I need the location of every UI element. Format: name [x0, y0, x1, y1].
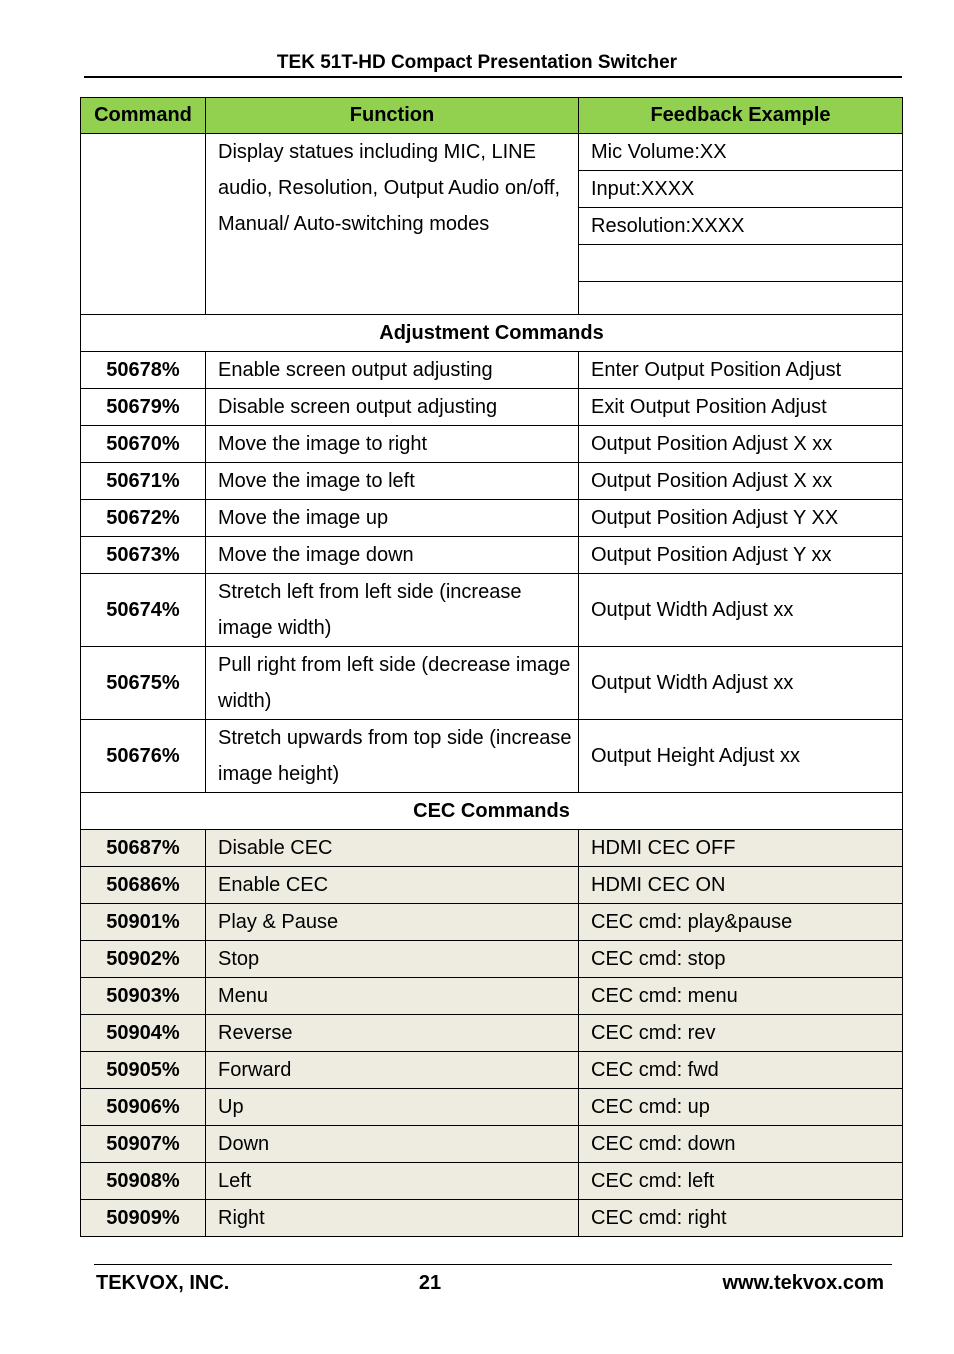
command-code: 50674% — [81, 574, 206, 647]
status-feedback-line — [579, 282, 902, 314]
function-text: Enable screen output adjusting — [206, 352, 579, 389]
command-code: 50909% — [81, 1200, 206, 1237]
feedback-text: HDMI CEC OFF — [579, 830, 903, 867]
table-row — [81, 1015, 903, 1052]
feedback-text: CEC cmd: fwd — [579, 1052, 903, 1089]
command-table — [80, 97, 903, 1237]
feedback-text: Enter Output Position Adjust — [579, 352, 903, 389]
table-row — [81, 463, 903, 500]
feedback-text: HDMI CEC ON — [579, 867, 903, 904]
status-feedback-line: Input:XXXX — [579, 171, 902, 208]
table-header-row — [81, 98, 903, 134]
footer-page-number: 21 — [418, 1272, 442, 1294]
status-feedback-line: Resolution:XXXX — [579, 208, 902, 245]
table-row — [81, 978, 903, 1015]
function-text: Stretch upwards from top side (increase image height) — [206, 720, 579, 793]
feedback-text: CEC cmd: left — [579, 1163, 903, 1200]
status-feedback-cell — [579, 134, 903, 315]
feedback-text: CEC cmd: down — [579, 1126, 903, 1163]
status-feedback-line: Mic Volume:XX — [579, 134, 902, 171]
function-text: Reverse — [206, 1015, 579, 1052]
table-row — [81, 904, 903, 941]
function-text: Move the image to left — [206, 463, 579, 500]
command-code: 50676% — [81, 720, 206, 793]
table-row — [81, 830, 903, 867]
function-text: Right — [206, 1200, 579, 1237]
command-code: 50671% — [81, 463, 206, 500]
feedback-text: Exit Output Position Adjust — [579, 389, 903, 426]
command-code: 50908% — [81, 1163, 206, 1200]
feedback-text: CEC cmd: menu — [579, 978, 903, 1015]
table-row — [81, 537, 903, 574]
function-text: Left — [206, 1163, 579, 1200]
feedback-text: Output Position Adjust X xx — [579, 463, 903, 500]
header-command: Command — [81, 98, 206, 134]
footer-website[interactable]: www.tekvox.com — [722, 1272, 884, 1294]
command-code: 50672% — [81, 500, 206, 537]
header-function: Function — [206, 98, 579, 134]
table-row — [81, 1089, 903, 1126]
page-title: TEK 51T-HD Compact Presentation Switcher — [276, 52, 678, 73]
feedback-text: Output Height Adjust xx — [579, 720, 903, 793]
table-row — [81, 647, 903, 720]
section-title-adjustment: Adjustment Commands — [81, 315, 903, 352]
footer-company: TEKVOX, INC. — [96, 1272, 230, 1294]
command-code: 50670% — [81, 426, 206, 463]
command-code: 50906% — [81, 1089, 206, 1126]
section-title-cec: CEC Commands — [81, 793, 903, 830]
function-text: Pull right from left side (decrease image width) — [206, 647, 579, 720]
function-text: Forward — [206, 1052, 579, 1089]
command-code: 50678% — [81, 352, 206, 389]
table-row — [81, 1126, 903, 1163]
table-row — [81, 867, 903, 904]
command-code: 50904% — [81, 1015, 206, 1052]
table-row — [81, 1052, 903, 1089]
command-code: 50903% — [81, 978, 206, 1015]
function-text: Move the image up — [206, 500, 579, 537]
function-text: Disable screen output adjusting — [206, 389, 579, 426]
function-text: Enable CEC — [206, 867, 579, 904]
feedback-text: CEC cmd: rev — [579, 1015, 903, 1052]
feedback-text: Output Width Adjust xx — [579, 574, 903, 647]
status-feedback-line — [579, 245, 902, 282]
function-text: Stretch left from left side (increase image width) — [206, 574, 579, 647]
feedback-text: CEC cmd: up — [579, 1089, 903, 1126]
command-code: 50679% — [81, 389, 206, 426]
command-code: 50675% — [81, 647, 206, 720]
section-row-adjustment — [81, 315, 903, 352]
function-text: Down — [206, 1126, 579, 1163]
feedback-text: CEC cmd: stop — [579, 941, 903, 978]
feedback-text: Output Position Adjust Y XX — [579, 500, 903, 537]
feedback-text: CEC cmd: play&pause — [579, 904, 903, 941]
command-code: 50902% — [81, 941, 206, 978]
command-code: 50673% — [81, 537, 206, 574]
feedback-text: Output Position Adjust X xx — [579, 426, 903, 463]
function-text: Stop — [206, 941, 579, 978]
command-code: 50901% — [81, 904, 206, 941]
table-row — [81, 426, 903, 463]
status-function-text: Display statues including MIC, LINE audio, Resolution, Output Audio on/off, Manual/ Auto-switching modes — [218, 141, 561, 235]
function-text: Up — [206, 1089, 579, 1126]
function-text: Move the image to right — [206, 426, 579, 463]
function-text: Disable CEC — [206, 830, 579, 867]
command-code: 50687% — [81, 830, 206, 867]
footer-divider — [94, 1264, 892, 1265]
command-code: 50907% — [81, 1126, 206, 1163]
table-row — [81, 389, 903, 426]
feedback-text: Output Width Adjust xx — [579, 647, 903, 720]
table-row — [81, 500, 903, 537]
command-code: 50686% — [81, 867, 206, 904]
status-function-cell — [206, 134, 579, 315]
command-code: 50905% — [81, 1052, 206, 1089]
status-command-cell — [81, 134, 206, 315]
table-row — [81, 941, 903, 978]
table-row — [81, 574, 903, 647]
function-text: Move the image down — [206, 537, 579, 574]
function-text: Play & Pause — [206, 904, 579, 941]
table-row — [81, 1163, 903, 1200]
table-row — [81, 720, 903, 793]
table-row — [81, 352, 903, 389]
feedback-text: Output Position Adjust Y xx — [579, 537, 903, 574]
status-row — [81, 134, 903, 315]
function-text: Menu — [206, 978, 579, 1015]
header-feedback: Feedback Example — [579, 98, 903, 134]
feedback-text: CEC cmd: right — [579, 1200, 903, 1237]
header-divider — [84, 76, 902, 78]
section-row-cec — [81, 793, 903, 830]
table-row — [81, 1200, 903, 1237]
